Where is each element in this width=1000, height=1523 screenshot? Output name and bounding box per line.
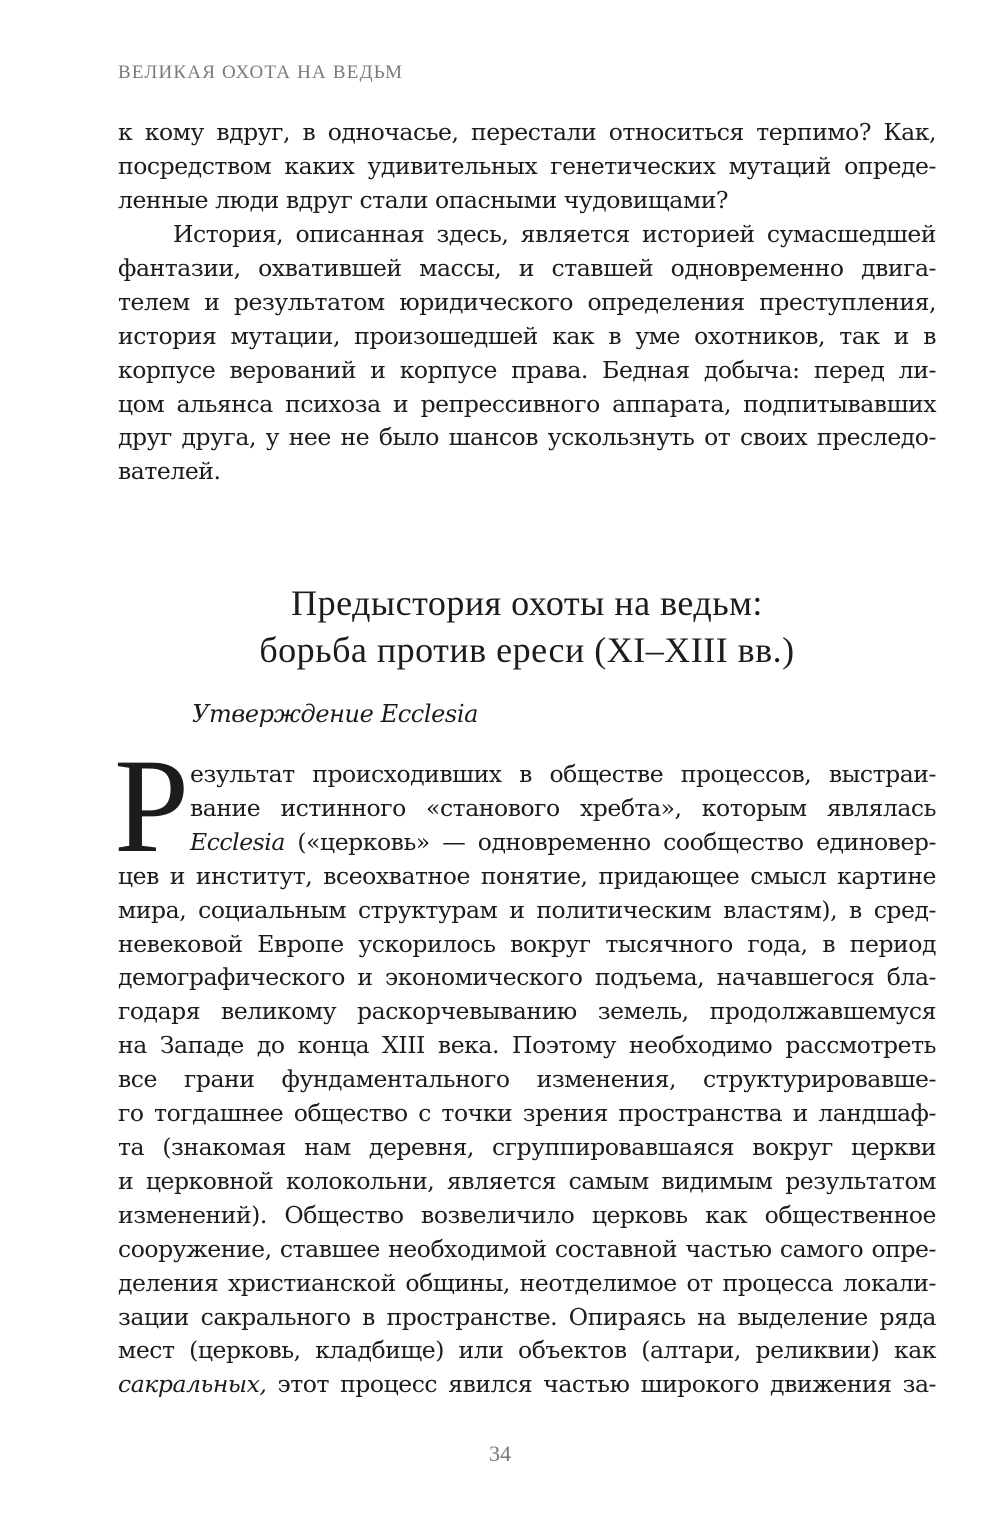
- text-line: деления христианской общины, неотделимое от процесса локали-: [118, 1268, 936, 1297]
- text-line: к кому вдруг, в одночасье, перестали относиться терпимо? Как,: [118, 118, 936, 146]
- text-line: и церковной колокольни, является самым видимым результатом: [118, 1166, 936, 1195]
- text-line: та (знакомая нам деревня, сгруппировавшаяся вокруг церкви: [118, 1132, 936, 1161]
- section-title: [118, 580, 936, 674]
- drop-cap: Р: [114, 732, 190, 881]
- text-line: зации сакрального в пространстве. Опираясь на выделение ряда: [118, 1302, 936, 1331]
- text-line: невековой Европе ускорилось вокруг тысячного года, в период: [118, 929, 936, 958]
- text-line: вание истинного «станового хребта», которым являлась: [190, 793, 936, 822]
- running-head: ВЕЛИКАЯ ОХОТА НА ВЕДЬМ: [118, 62, 404, 83]
- text-line: ленные люди вдруг стали опасными чудовищами?: [118, 185, 729, 214]
- text-line: корпусе верований и корпусе права. Бедная добыча: перед ли-: [118, 355, 936, 384]
- italic-term: сакральных,: [118, 1370, 267, 1399]
- text-line: телем и результатом юридического определения преступления,: [118, 287, 936, 316]
- italic-term: Ecclesia: [190, 827, 285, 856]
- subsection-heading: Утверждение Ecclesia: [192, 700, 479, 728]
- text-line: демографического и экономического подъема, начавшегося бла-: [118, 963, 936, 992]
- paragraph-ecclesia: [118, 758, 936, 1402]
- text-line: друг друга, у нее не было шансов ускользнуть от своих преследо-: [118, 423, 936, 452]
- page-number: 34: [489, 1441, 511, 1466]
- text-line: цом альянса психоза и репрессивного аппарата, подпитывавших: [118, 389, 936, 418]
- text-line: сакральных, этот процесс явился частью широкого движения за-: [118, 1370, 936, 1399]
- text-line: все грани фундаментального изменения, структурировавше-: [118, 1065, 936, 1094]
- text-line: мира, социальным структурам и политическим властям), в сред-: [118, 895, 936, 924]
- text-line: Ecclesia («церковь» — одновременно сообщество единовер-: [190, 827, 936, 856]
- text-line: изменений). Общество возвеличило церковь как общественное: [118, 1200, 936, 1229]
- text-line: вателей.: [118, 457, 221, 486]
- text-line: годаря великому раскорчевыванию земель, продолжавшемуся: [118, 997, 936, 1026]
- text-line: мест (церковь, кладбище) или объектов (алтари, реликвии) как: [118, 1336, 936, 1365]
- text-line: История, описанная здесь, является историей сумасшедшей: [173, 220, 936, 248]
- text-line: история мутации, произошедшей как в уме охотников, так и в: [118, 321, 936, 350]
- text-line: езультат происходивших в обществе процессов, выстраи-: [190, 760, 936, 788]
- paragraph-intro: [118, 116, 936, 218]
- text-line: цев и институт, всеохватное понятие, придающее смысл картине: [118, 861, 936, 890]
- paragraph-history: [118, 218, 936, 489]
- section-title-line-2: борьба против ереси (XI–XIII вв.): [259, 630, 795, 670]
- text-line: посредством каких удивительных генетических мутаций опреде-: [118, 151, 936, 180]
- text-line: го тогдашнее общество с точки зрения пространства и ландшаф-: [118, 1099, 936, 1128]
- text-line: на Западе до конца XIII века. Поэтому необходимо рассмотреть: [118, 1031, 936, 1060]
- text-line: сооружение, ставшее необходимой составной частью самого опре-: [118, 1234, 936, 1263]
- text-line: фантазии, охватившей массы, и ставшей одновременно двига-: [118, 253, 936, 282]
- section-title-line-1: Предыстория охоты на ведьм:: [291, 583, 763, 623]
